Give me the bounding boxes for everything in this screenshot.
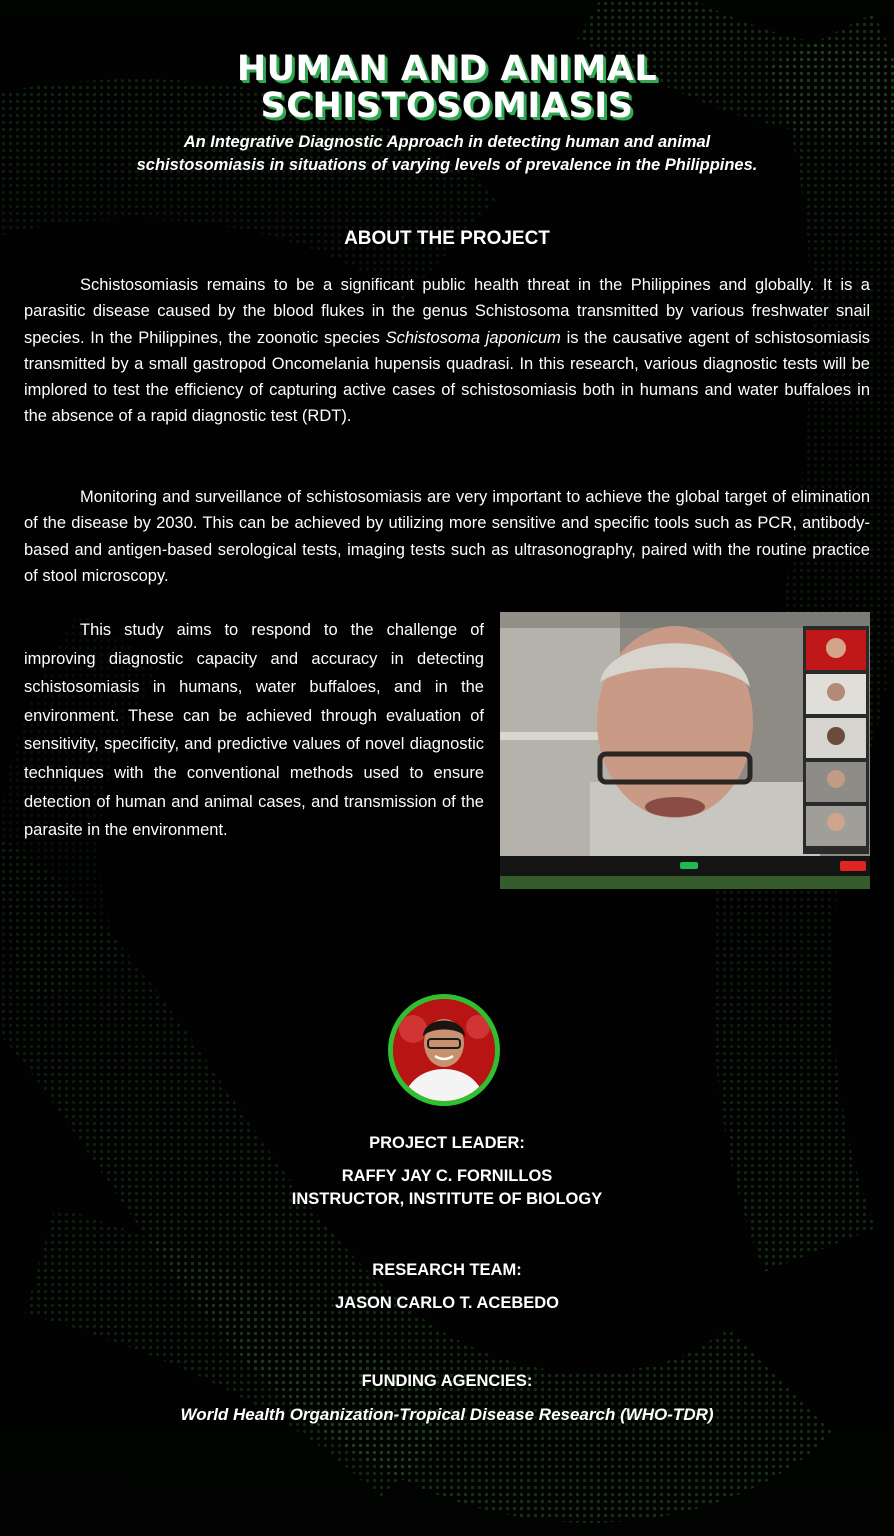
team-member: JASON CARLO T. ACEBEDO <box>335 1294 559 1312</box>
paragraph-3-text: This study aims to respond to the challenge of improving diagnostic capacity and accuracy in detecting schistosomiasis in humans, water buffaloes, and in the environment. These can be achieved through evaluation of sensitivity, specificity, and predictive values of novel diagnostic techniques with the conventional methods used to ensure detection of human and animal cases, and transmission of the parasite in the environment. <box>24 621 484 840</box>
leader-name: RAFFY JAY C. FORNILLOS <box>341 1167 553 1185</box>
video-call-illustration <box>500 612 870 889</box>
paragraph-1-text-a: Schistosomiasis remains to be a significant public health threat in the Philippines and globally. It is a parasitic disease caused by the blood flukes in the genus Schistosoma transmitted by various freshwater snail species. In the Philippines, the zoonotic species <box>24 276 870 347</box>
paragraph-1-text-b: is the causative agent of schistosomiasis transmitted by a small gastropod Oncomelania hupensis quadrasi. In this research, various diagnostic tests will be implored to test the efficiency of capturing active cases of schistosomiasis both in humans and water buffaloes in the absence of a rapid diagnostic test (RDT). <box>24 328 871 426</box>
funding-agency: World Health Organization-Tropical Disease Research (WHO-TDR) <box>180 1405 714 1424</box>
title-line-1: HUMAN AND ANIMAL <box>236 49 658 89</box>
about-paragraph-1 <box>24 272 870 430</box>
leader-portrait <box>393 999 495 1101</box>
video-call-photo <box>500 612 870 889</box>
funding-heading: FUNDING AGENCIES: <box>361 1372 533 1390</box>
subtitle-line-2: schistosomiasis in situations of varying levels of prevalence in the Philippines. <box>136 156 758 174</box>
subtitle-line-1: An Integrative Diagnostic Approach in detecting human and animal <box>183 133 711 151</box>
subtitle <box>60 131 834 177</box>
about-heading: ABOUT THE PROJECT <box>344 228 550 249</box>
title-line-2: SCHISTOSOMIASIS <box>260 86 634 126</box>
leader-heading: PROJECT LEADER: <box>369 1134 525 1152</box>
species-name: Schistosoma japonicum <box>385 328 561 347</box>
team-heading: RESEARCH TEAM: <box>372 1261 522 1279</box>
paragraph-2-text: Monitoring and surveillance of schistosomiasis are very important to achieve the global target of elimination of the disease by 2030. This can be achieved by utilizing more sensitive and specific tools such as PCR, antibody-based and antigen-based serological tests, imaging tests such as ultrasonography, paired with the routine practice of stool microscopy. <box>24 488 870 585</box>
leader-position: INSTRUCTOR, INSTITUTE OF BIOLOGY <box>291 1190 603 1208</box>
avatar <box>388 994 500 1106</box>
about-paragraph-3 <box>24 616 484 845</box>
about-paragraph-2 <box>24 484 870 589</box>
